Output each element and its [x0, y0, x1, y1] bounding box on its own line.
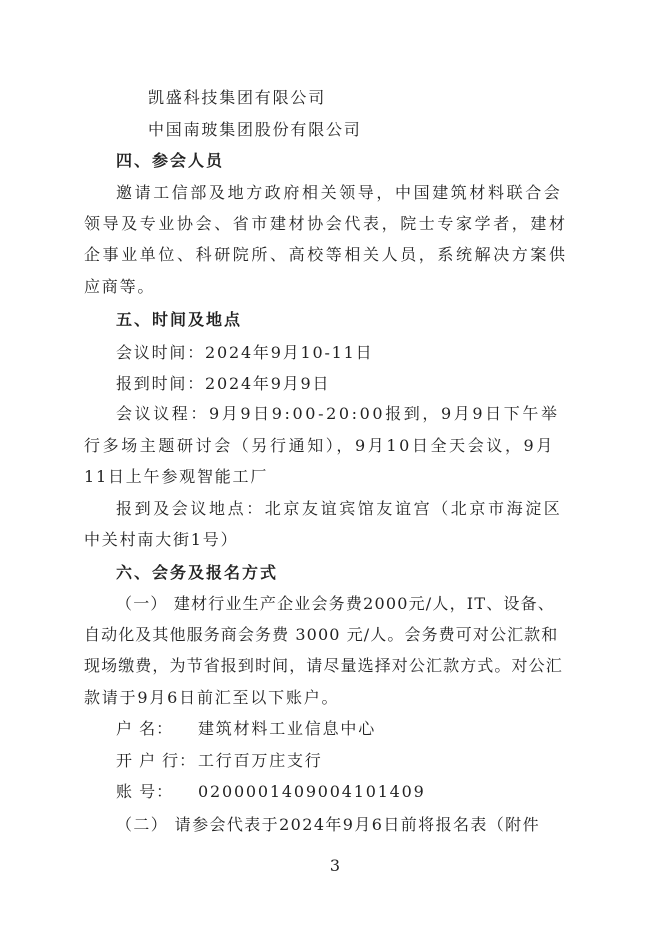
page-number: 3 — [329, 856, 341, 875]
location-line: 报到及会议地点：北京友谊宾馆友谊宫（北京市海淀区 — [116, 499, 563, 518]
account-bank-row — [116, 751, 323, 771]
section-heading-fees-registration: 六、会务及报名方式 — [116, 563, 279, 582]
account-number-label: 账 号： — [116, 782, 174, 801]
account-number-row — [116, 782, 426, 802]
account-number-value: 0200001409004101409 — [198, 782, 426, 801]
company-name-1: 凯盛科技集团有限公司 — [148, 88, 327, 107]
paragraph-line: 企事业单位、科研院所、高校等相关人员，系统解决方案供 — [84, 245, 568, 264]
account-bank-value: 工行百万庄支行 — [198, 751, 323, 770]
section-heading-attendees: 四、参会人员 — [116, 151, 225, 170]
agenda-line: 会议议程：9月9日9:00-20:00报到，9月9日下午举 — [116, 404, 560, 423]
location-line: 中关村南大街1号） — [84, 530, 239, 549]
section-heading-time-location: 五、时间及地点 — [116, 310, 243, 329]
registration-time: 报到时间：2024年9月9日 — [116, 374, 331, 393]
company-name-2: 中国南玻集团股份有限公司 — [148, 120, 362, 139]
agenda-line: 行多场主题研讨会（另行通知），9月10日全天会议，9月 — [84, 436, 555, 455]
account-name-label: 户 名： — [116, 719, 174, 738]
fee-line: （一） 建材行业生产企业会务费2000元/人，IT、设备、 — [116, 594, 555, 613]
paragraph-line: 应商等。 — [84, 277, 156, 296]
registration-instruction-line: （二） 请参会代表于2024年9月6日前将报名表（附件 — [116, 815, 540, 834]
account-bank-label: 开 户 行： — [116, 751, 197, 770]
account-name-row — [116, 719, 376, 739]
meeting-time: 会议时间：2024年9月10-11日 — [116, 343, 374, 362]
account-name-value: 建筑材料工业信息中心 — [198, 719, 377, 738]
agenda-line: 11日上午参观智能工厂 — [84, 467, 269, 486]
fee-line: 现场缴费，为节省报到时间，请尽量选择对公汇款方式。对公汇 — [84, 656, 563, 675]
fee-line: 款请于9月6日前汇至以下账户。 — [84, 688, 340, 707]
fee-line: 自动化及其他服务商会务费 3000 元/人。会务费可对公汇款和 — [84, 625, 559, 644]
paragraph-line: 邀请工信部及地方政府相关领导，中国建筑材料联合会 — [116, 183, 563, 202]
paragraph-line: 领导及专业协会、省市建材协会代表，院士专家学者，建材 — [84, 214, 568, 233]
